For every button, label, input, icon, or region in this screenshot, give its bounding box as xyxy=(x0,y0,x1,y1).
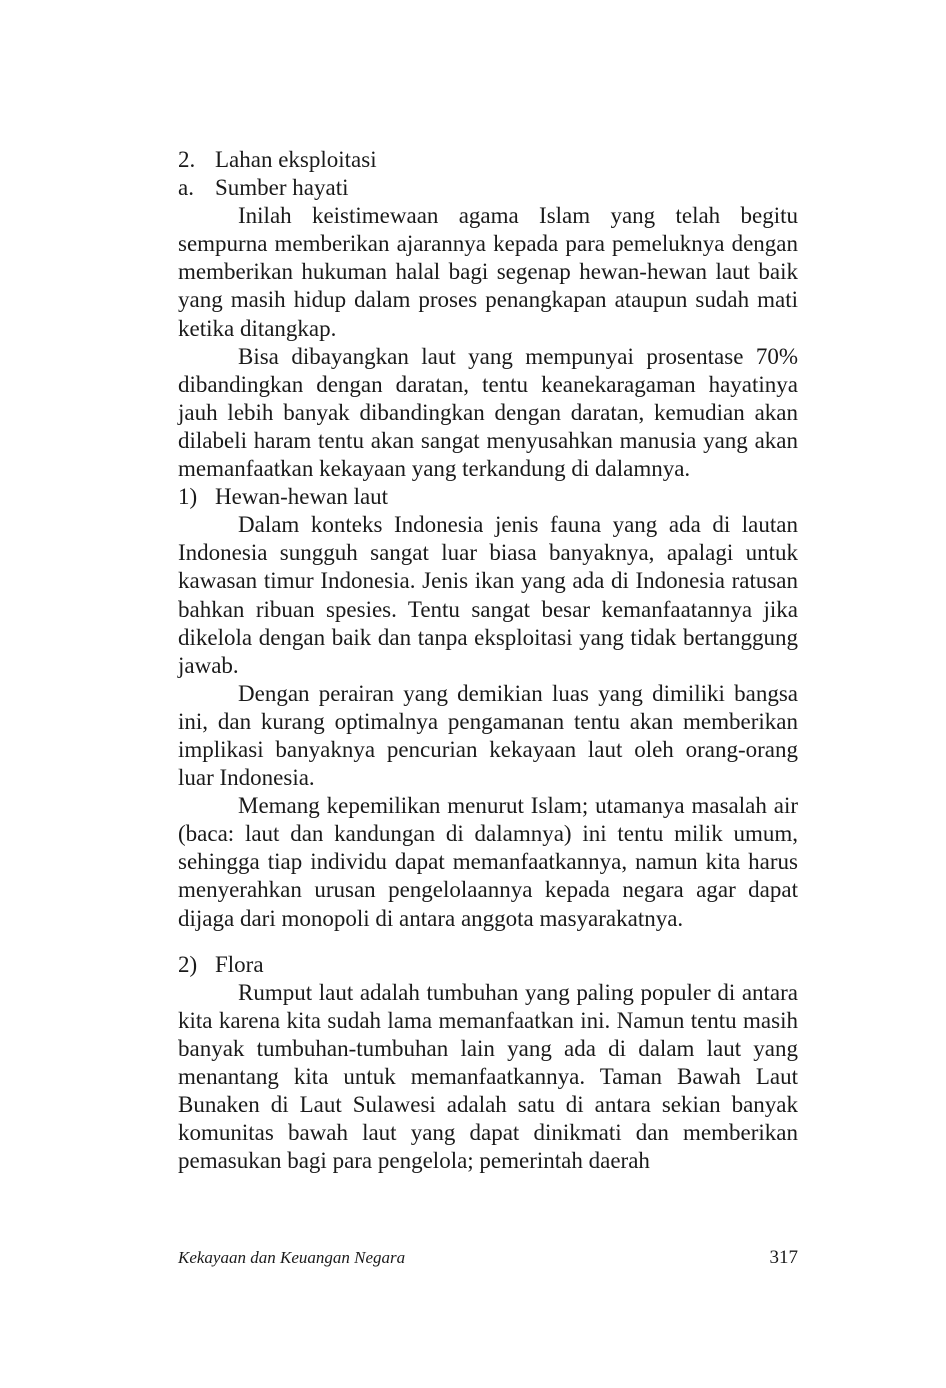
heading-number: a. xyxy=(178,175,194,201)
section-heading-1 xyxy=(178,483,798,511)
paragraph: Inilah keistimewaan agama Islam yang telah begitu sempurna memberikan ajarannya kepada para pemeluknya dengan memberikan hukuman halal bagi segenap hewan-hewan laut baik yang masih hidup dalam proses penangkapan ataupun sudah mati ketika ditangkap. xyxy=(178,203,798,341)
page-footer xyxy=(178,1247,798,1269)
section-heading-2 xyxy=(178,146,798,174)
heading-number: 1) xyxy=(178,484,198,510)
paragraph: Memang kepemilikan menurut Islam; utamanya masalah air (baca: laut dan kandungan di dalamnya) ini tentu milik umum, sehingga tiap individu dapat memanfaatkannya, namun kita harus menyerahkan urusan pengelolaannya kepada negara agar dapat dijaga dari monopoli di antara anggota masyarakatnya. xyxy=(178,793,798,931)
section-heading-flora xyxy=(178,951,798,979)
page-body xyxy=(178,146,798,1175)
paragraph: Bisa dibayangkan laut yang mempunyai prosentase 70% dibandingkan dengan daratan, tentu keanekaragaman hayatinya jauh lebih banyak dibandingkan dengan daratan, kemudian akan dilabeli haram tentu akan sangat menyusahkan manusia yang akan memanfaatkan kekayaan yang terkandung di dalamnya. xyxy=(178,343,798,482)
paragraph: Dalam konteks Indonesia jenis fauna yang ada di lautan Indonesia sungguh sangat luar biasa banyaknya, apalagi untuk kawasan timur Indonesia. Jenis ikan yang ada di Indonesia ratusan bahkan ribuan spesies. Tentu sangat besar kemanfaatannya jika dikelola dengan baik dan tanpa eksploitasi yang tidak bertanggung jawab. xyxy=(178,512,798,678)
heading-number: 2. xyxy=(178,147,196,172)
heading-title: Flora xyxy=(215,951,264,977)
heading-title: Hewan-hewan laut xyxy=(215,484,389,510)
heading-title: Lahan eksploitasi xyxy=(215,147,377,172)
paragraph: Rumput laut adalah tumbuhan yang paling populer di antara kita karena kita sudah lama memanfaatkan ini. Namun tentu masih banyak tumbuhan-tumbuhan lain yang ada di dalam laut yang menantang kita untuk memanfaatkannya. Taman Bawah Laut Bunaken di Laut Sulawesi adalah satu di antara sekian banyak komunitas bawah laut yang dapat dinikmati dan memberikan pemasukan bagi para pengelola; pemerintah daerah xyxy=(178,979,798,1174)
heading-title: Sumber hayati xyxy=(215,175,349,201)
heading-number: 2) xyxy=(178,951,198,977)
paragraph: Dengan perairan yang demikian luas yang dimiliki bangsa ini, dan kurang optimalnya pengamanan tentu akan memberikan implikasi banyaknya pencurian kekayaan laut oleh orang-orang luar Indonesia. xyxy=(178,680,798,791)
spacer xyxy=(178,933,798,951)
running-title: Kekayaan dan Keuangan Negara xyxy=(178,1248,406,1267)
section-heading-a xyxy=(178,174,798,202)
page-number: 317 xyxy=(769,1247,798,1268)
